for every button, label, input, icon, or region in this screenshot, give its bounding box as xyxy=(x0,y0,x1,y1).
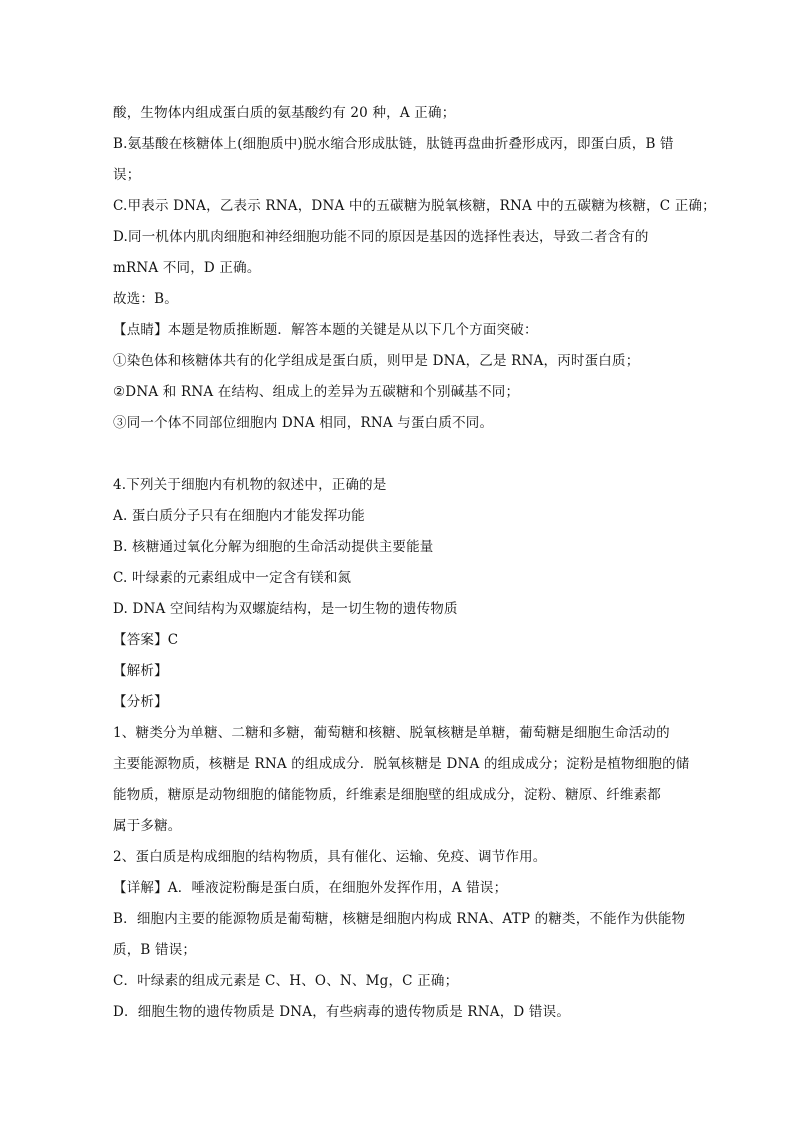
answer-line: 【答案】C xyxy=(113,632,179,648)
text-line: 质，B 错误； xyxy=(113,942,197,958)
text-line: 【点睛】本题是物质推断题．解答本题的关键是从以下几个方面突破： xyxy=(113,322,538,338)
text-line: 属于多糖。 xyxy=(113,818,182,834)
text-line: ①染色体和核糖体共有的化学组成是蛋白质，则甲是 DNA，乙是 RNA，丙时蛋白质； xyxy=(113,353,640,369)
text-line: 【详解】A．唾液淀粉酶是蛋白质，在细胞外发挥作用，A 错误； xyxy=(113,880,508,896)
option-b: B. 核糖通过氧化分解为细胞的生命活动提供主要能量 xyxy=(113,539,434,555)
text-line: B.氨基酸在核糖体上(细胞质中)脱水缩合形成肽链，肽链再盘曲折叠形成丙，即蛋白质，B 错 xyxy=(113,136,674,152)
text-line: 能物质，糖原是动物细胞的储能物质，纤维素是细胞壁的组成成分，淀粉、糖原、纤维素都 xyxy=(113,787,661,803)
text-line: D．细胞生物的遗传物质是 DNA，有些病毒的遗传物质是 RNA，D 错误。 xyxy=(113,1004,571,1020)
text-line: ②DNA 和 RNA 在结构、组成上的差异为五碳糖和个别碱基不同； xyxy=(113,384,520,400)
text-line: 1、糖类分为单糖、二糖和多糖，葡萄糖和核糖、脱氧核糖是单糖，葡萄糖是细胞生命活动的 xyxy=(113,725,670,741)
text-line: B．细胞内主要的能源物质是葡萄糖，核糖是细胞内构成 RNA、ATP 的糖类，不能作为供能物 xyxy=(113,911,686,927)
text-line: C.甲表示 DNA，乙表示 RNA，DNA 中的五碳糖为脱氧核糖，RNA 中的五碳糖为核糖，C 正确； xyxy=(113,198,716,214)
question-stem: 4.下列关于细胞内有机物的叙述中，正确的是 xyxy=(113,477,387,493)
text-line: ③同一个体不同部位细胞内 DNA 相同，RNA 与蛋白质不同。 xyxy=(113,415,494,431)
option-a: A. 蛋白质分子只有在细胞内才能发挥功能 xyxy=(113,508,365,524)
option-d: D. DNA 空间结构为双螺旋结构，是一切生物的遗传物质 xyxy=(113,601,458,617)
text-line: 酸，生物体内组成蛋白质的氨基酸约有 20 种，A 正确； xyxy=(113,105,456,121)
text-line: C．叶绿素的组成元素是 C、H、O、N、Mg，C 正确； xyxy=(113,973,459,989)
text-line: 2、蛋白质是构成细胞的结构物质，具有催化、运输、免疫、调节作用。 xyxy=(113,849,547,865)
text-line: mRNA 不同，D 正确。 xyxy=(113,260,261,276)
text-line: 故选：B。 xyxy=(113,291,178,307)
section-heading: 【分析】 xyxy=(113,694,168,710)
text-line: 主要能源物质，核糖是 RNA 的组成成分．脱氧核糖是 DNA 的组成成分；淀粉是植物细胞的储 xyxy=(113,756,690,772)
option-c: C. 叶绿素的元素组成中一定含有镁和氮 xyxy=(113,570,352,586)
text-line: 误； xyxy=(113,167,141,183)
text-line: D.同一机体内肌肉细胞和神经细胞功能不同的原因是基因的选择性表达，导致二者含有的 xyxy=(113,229,649,245)
section-heading: 【解析】 xyxy=(113,663,168,679)
